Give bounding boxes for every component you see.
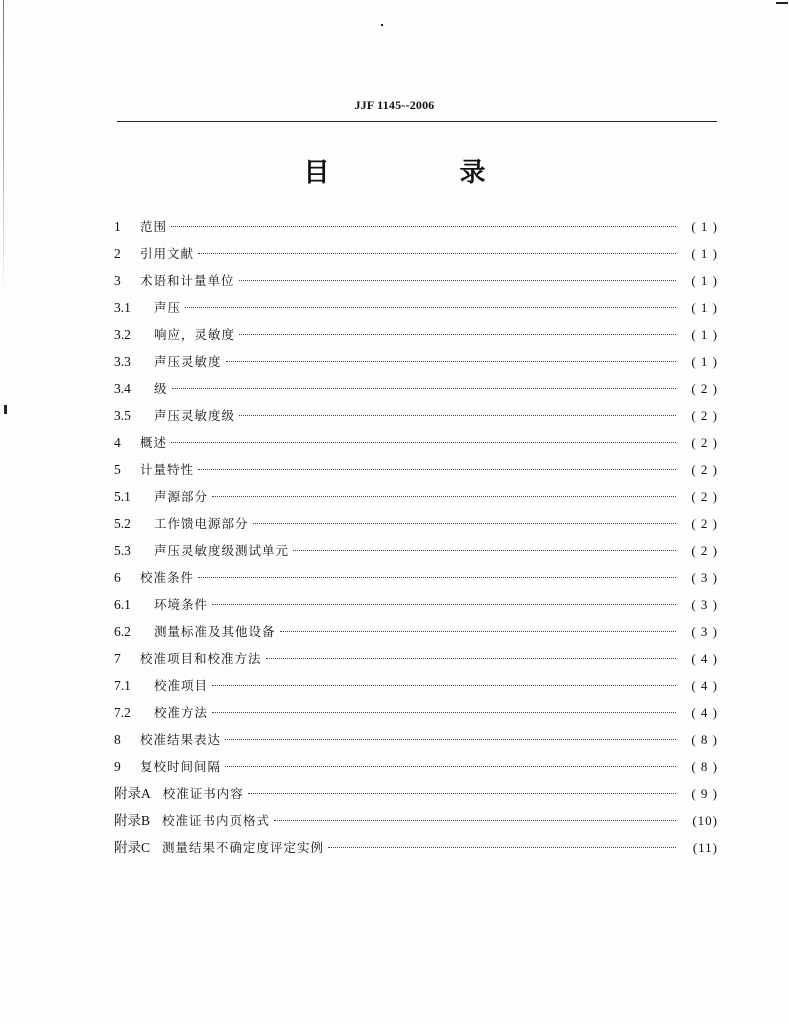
toc-entry-label: 工作馈电源部分	[154, 516, 249, 531]
toc-entry	[114, 780, 718, 807]
toc-entry	[114, 807, 718, 834]
toc-dot-leader	[198, 253, 676, 254]
toc-entry-label: 复校时间间隔	[140, 759, 222, 774]
toc-entry	[114, 618, 718, 645]
standard-code-header: JJF 1145--2006	[354, 98, 435, 112]
toc-entry-number: 5	[114, 462, 121, 477]
toc-entry-page: ( 2 )	[691, 408, 718, 423]
toc-entry-label: 概述	[140, 435, 168, 450]
toc-entry	[114, 267, 718, 294]
toc-entry	[114, 510, 718, 537]
toc-entry-label: 术语和计量单位	[140, 273, 235, 288]
toc-entry-page: ( 1 )	[691, 246, 718, 261]
toc-entry-number: 6.2	[114, 624, 131, 639]
toc-entry-page: ( 2 )	[691, 543, 718, 558]
toc-entry-page: ( 8 )	[691, 759, 718, 774]
toc-entry-number: 1	[114, 219, 121, 234]
scan-speck	[4, 405, 7, 414]
toc-entry-number: 3	[114, 273, 121, 288]
toc-entry-number: 4	[114, 435, 121, 450]
toc-entry-number: 6.1	[114, 597, 131, 612]
toc-dot-leader	[212, 685, 676, 686]
toc-dot-leader	[198, 469, 676, 470]
toc-entry-page: ( 2 )	[691, 462, 718, 477]
toc-entry	[114, 834, 718, 861]
toc-dot-leader	[198, 577, 676, 578]
toc-entry-page: (11)	[692, 840, 718, 855]
toc-dot-leader	[253, 523, 676, 524]
toc-dot-leader	[239, 280, 676, 281]
toc-entry-number: 8	[114, 732, 121, 747]
toc-entry-number: 3.4	[114, 381, 131, 396]
toc-entry	[114, 726, 718, 753]
toc-entry-label: 范围	[140, 219, 168, 234]
toc-entry-number: 附录C	[114, 840, 151, 855]
toc-entry	[114, 537, 718, 564]
toc-dot-leader	[293, 550, 676, 551]
scan-edge-mark	[3, 0, 4, 300]
toc-entry-page: ( 1 )	[691, 300, 718, 315]
toc-dot-leader	[239, 415, 676, 416]
toc-entry	[114, 348, 718, 375]
toc-entry-label: 声压	[154, 300, 182, 315]
toc-entry-number: 3.5	[114, 408, 131, 423]
toc-entry-number: 7.2	[114, 705, 131, 720]
toc-dot-leader	[328, 847, 676, 848]
toc-entry-label: 校准证书内容	[162, 786, 244, 801]
toc-entry	[114, 402, 718, 429]
toc-entry-page: ( 8 )	[691, 732, 718, 747]
toc-entry-label: 级	[154, 381, 168, 396]
toc-entry-label: 测量结果不确定度评定实例	[162, 840, 325, 855]
toc-entry-number: 3.1	[114, 300, 131, 315]
toc-entry-label: 声压灵敏度级测试单元	[154, 543, 290, 558]
scan-speck	[776, 2, 788, 4]
toc-dot-leader	[171, 442, 676, 443]
toc-entry-label: 校准条件	[140, 570, 195, 585]
toc-dot-leader	[274, 820, 676, 821]
toc-entry-page: ( 2 )	[691, 381, 718, 396]
toc-entry-label: 计量特性	[140, 462, 195, 477]
toc-entry	[114, 456, 718, 483]
toc-entry	[114, 294, 718, 321]
toc-entry-page: ( 4 )	[691, 705, 718, 720]
toc-entry	[114, 321, 718, 348]
toc-entry	[114, 591, 718, 618]
toc-dot-leader	[226, 361, 676, 362]
toc-entry-number: 7.1	[114, 678, 131, 693]
toc-entry	[114, 213, 718, 240]
toc-dot-leader	[212, 604, 676, 605]
table-of-contents	[114, 213, 718, 861]
toc-dot-leader	[225, 739, 676, 740]
toc-dot-leader	[280, 631, 676, 632]
toc-entry-number: 5.3	[114, 543, 131, 558]
toc-entry-page: ( 1 )	[691, 327, 718, 342]
toc-entry	[114, 375, 718, 402]
toc-entry	[114, 645, 718, 672]
toc-entry-number: 5.2	[114, 516, 131, 531]
toc-dot-leader	[212, 496, 676, 497]
toc-entry-label: 声源部分	[154, 489, 209, 504]
toc-entry-page: ( 3 )	[691, 570, 718, 585]
toc-entry-label: 引用文献	[140, 246, 195, 261]
toc-entry-number: 7	[114, 651, 121, 666]
toc-dot-leader	[185, 307, 676, 308]
toc-entry	[114, 483, 718, 510]
toc-entry-page: ( 2 )	[691, 435, 718, 450]
page-title: 目 录	[303, 158, 538, 188]
toc-entry-label: 校准证书内页格式	[162, 813, 271, 828]
toc-entry-page: ( 2 )	[691, 516, 718, 531]
toc-entry	[114, 564, 718, 591]
toc-dot-leader	[266, 658, 676, 659]
toc-entry-label: 校准方法	[154, 705, 209, 720]
toc-entry-label: 声压灵敏度级	[154, 408, 236, 423]
toc-dot-leader	[248, 793, 676, 794]
toc-entry-label: 响应，灵敏度	[154, 327, 236, 342]
toc-entry-label: 声压灵敏度	[154, 354, 222, 369]
toc-entry-page: ( 4 )	[691, 678, 718, 693]
toc-entry-page: ( 3 )	[691, 624, 718, 639]
toc-entry-page: ( 4 )	[691, 651, 718, 666]
toc-entry-page: ( 1 )	[691, 219, 718, 234]
scan-speck	[381, 24, 383, 26]
header-rule	[117, 121, 717, 122]
toc-entry-number: 6	[114, 570, 121, 585]
toc-entry-label: 校准项目和校准方法	[140, 651, 262, 666]
toc-entry-number: 3.2	[114, 327, 131, 342]
toc-entry-number: 3.3	[114, 354, 131, 369]
toc-entry-number: 5.1	[114, 489, 131, 504]
toc-entry-label: 测量标准及其他设备	[154, 624, 276, 639]
toc-dot-leader	[172, 388, 676, 389]
toc-dot-leader	[212, 712, 676, 713]
toc-dot-leader	[225, 766, 676, 767]
toc-entry-label: 环境条件	[154, 597, 209, 612]
toc-entry-page: ( 1 )	[691, 354, 718, 369]
toc-entry-page: ( 9 )	[691, 786, 718, 801]
toc-entry-label: 校准项目	[154, 678, 209, 693]
toc-entry	[114, 429, 718, 456]
toc-dot-leader	[171, 226, 676, 227]
toc-entry-page: ( 3 )	[691, 597, 718, 612]
toc-entry	[114, 672, 718, 699]
toc-entry-number: 附录B	[114, 813, 151, 828]
toc-entry-page: ( 2 )	[691, 489, 718, 504]
toc-entry-number: 附录A	[114, 786, 151, 801]
toc-dot-leader	[239, 334, 676, 335]
toc-entry	[114, 240, 718, 267]
toc-entry-page: ( 1 )	[691, 273, 718, 288]
toc-entry-label: 校准结果表达	[140, 732, 222, 747]
toc-entry-page: (10)	[692, 813, 718, 828]
toc-entry	[114, 753, 718, 780]
toc-entry	[114, 699, 718, 726]
toc-entry-number: 9	[114, 759, 121, 774]
toc-entry-number: 2	[114, 246, 121, 261]
